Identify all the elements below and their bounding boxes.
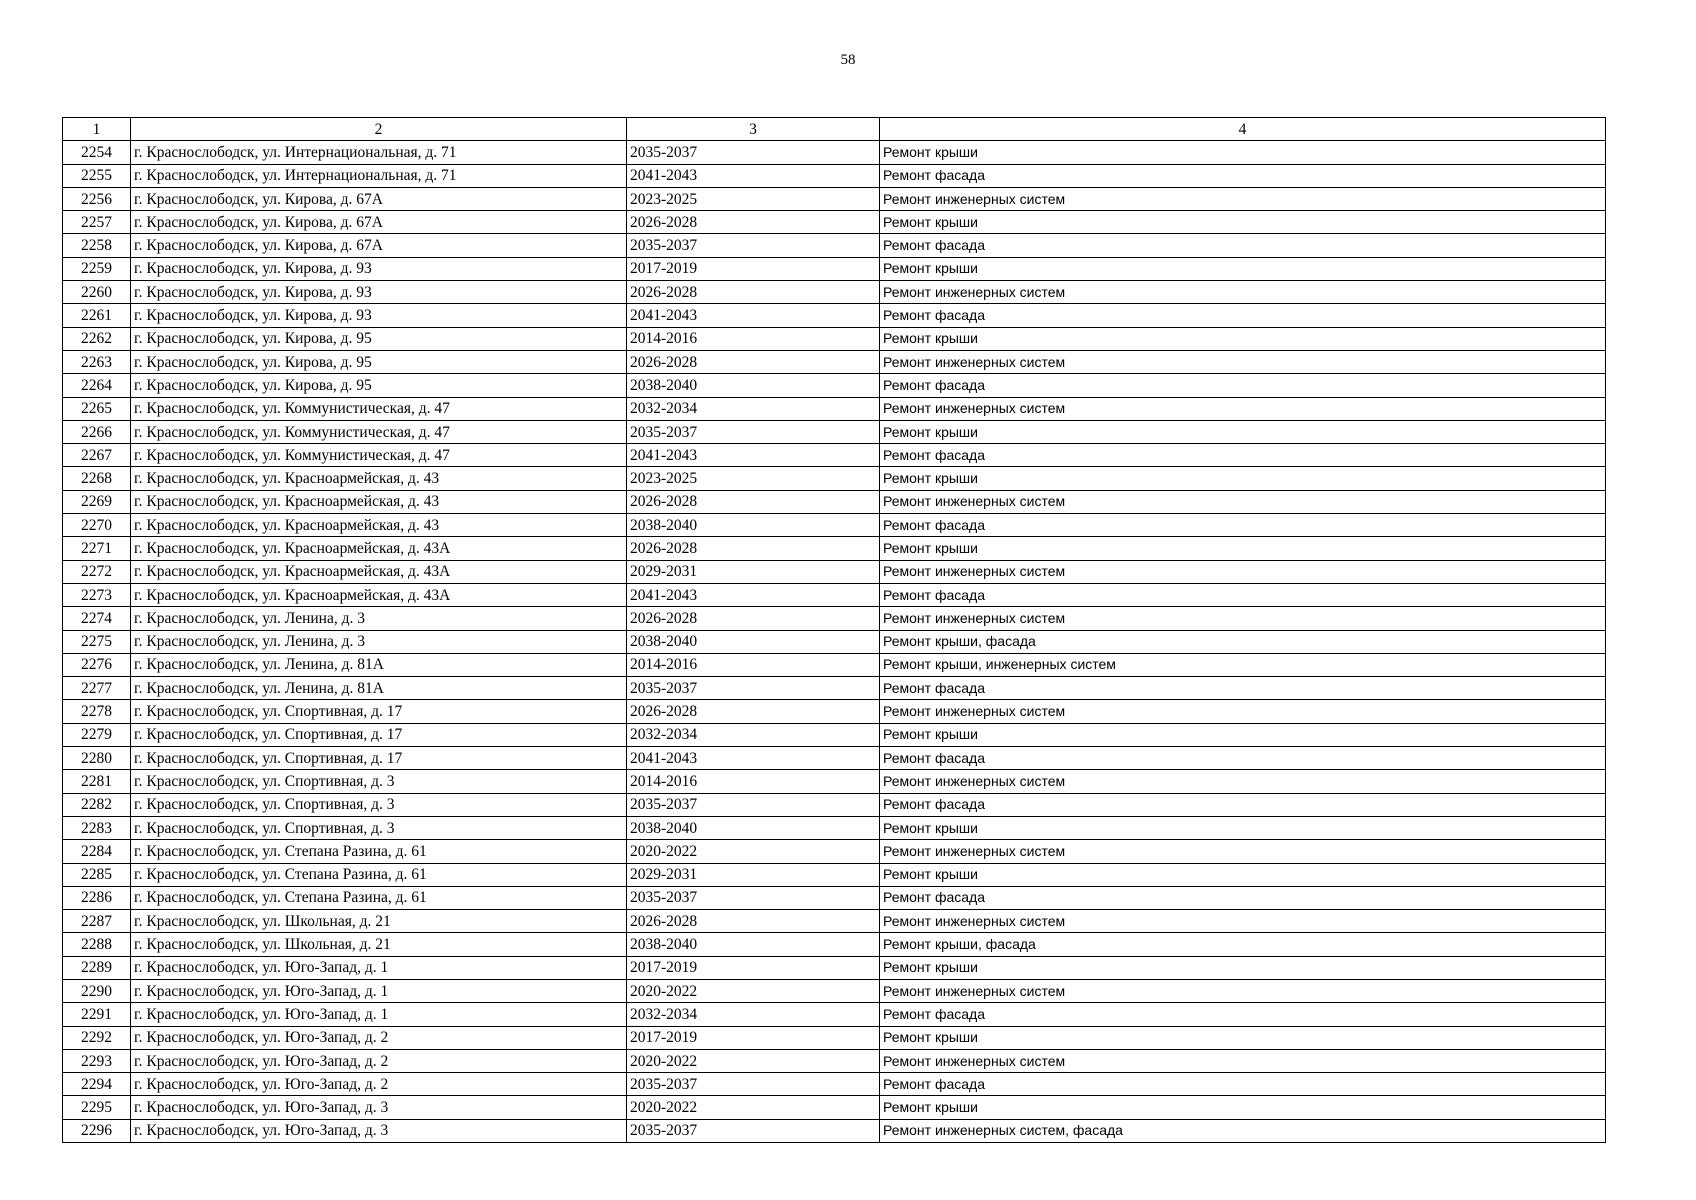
- period-cell: 2014-2016: [627, 653, 880, 676]
- address-cell: г. Краснослободск, ул. Кирова, д. 67А: [131, 211, 627, 234]
- row-number: 2270: [63, 514, 131, 537]
- work-type-cell: Ремонт инженерных систем: [880, 700, 1606, 723]
- work-type-cell: Ремонт крыши: [880, 141, 1606, 164]
- address-cell: г. Краснослободск, ул. Кирова, д. 93: [131, 281, 627, 304]
- table-row: [63, 420, 1606, 443]
- row-number: 2261: [63, 304, 131, 327]
- table-row: [63, 933, 1606, 956]
- row-number: 2281: [63, 770, 131, 793]
- address-cell: г. Краснослободск, ул. Красноармейская, д. 43А: [131, 537, 627, 560]
- address-cell: г. Краснослободск, ул. Юго-Запад, д. 2: [131, 1073, 627, 1096]
- row-number: 2271: [63, 537, 131, 560]
- period-cell: 2026-2028: [627, 350, 880, 373]
- row-number: 2273: [63, 583, 131, 606]
- address-cell: г. Краснослободск, ул. Красноармейская, д. 43: [131, 490, 627, 513]
- address-cell: г. Краснослободск, ул. Юго-Запад, д. 1: [131, 1003, 627, 1026]
- row-number: 2285: [63, 863, 131, 886]
- table-row: [63, 1073, 1606, 1096]
- table-row: [63, 187, 1606, 210]
- period-cell: 2035-2037: [627, 1119, 880, 1142]
- period-cell: 2032-2034: [627, 723, 880, 746]
- address-cell: г. Краснослободск, ул. Спортивная, д. 17: [131, 747, 627, 770]
- period-cell: 2035-2037: [627, 234, 880, 257]
- column-header-1: 1: [63, 118, 131, 141]
- table-row: [63, 653, 1606, 676]
- table-row: [63, 537, 1606, 560]
- work-type-cell: Ремонт фасада: [880, 304, 1606, 327]
- work-type-cell: Ремонт инженерных систем: [880, 910, 1606, 933]
- row-number: 2269: [63, 490, 131, 513]
- row-number: 2272: [63, 560, 131, 583]
- period-cell: 2038-2040: [627, 816, 880, 839]
- repair-schedule-table: [62, 117, 1606, 1143]
- row-number: 2263: [63, 350, 131, 373]
- work-type-cell: Ремонт фасада: [880, 886, 1606, 909]
- period-cell: 2035-2037: [627, 420, 880, 443]
- row-number: 2255: [63, 164, 131, 187]
- table-row: [63, 956, 1606, 979]
- work-type-cell: Ремонт фасада: [880, 374, 1606, 397]
- work-type-cell: Ремонт крыши: [880, 863, 1606, 886]
- address-cell: г. Краснослободск, ул. Спортивная, д. 3: [131, 793, 627, 816]
- work-type-cell: Ремонт крыши, инженерных систем: [880, 653, 1606, 676]
- table-row: [63, 1049, 1606, 1072]
- row-number: 2280: [63, 747, 131, 770]
- row-number: 2292: [63, 1026, 131, 1049]
- work-type-cell: Ремонт крыши: [880, 327, 1606, 350]
- address-cell: г. Краснослободск, ул. Коммунистическая, д. 47: [131, 397, 627, 420]
- address-cell: г. Краснослободск, ул. Спортивная, д. 3: [131, 770, 627, 793]
- period-cell: 2014-2016: [627, 327, 880, 350]
- work-type-cell: Ремонт крыши: [880, 420, 1606, 443]
- work-type-cell: Ремонт крыши, фасада: [880, 933, 1606, 956]
- table-row: [63, 350, 1606, 373]
- address-cell: г. Краснослободск, ул. Коммунистическая, д. 47: [131, 444, 627, 467]
- work-type-cell: Ремонт крыши: [880, 1026, 1606, 1049]
- table-row: [63, 700, 1606, 723]
- table-row: [63, 374, 1606, 397]
- work-type-cell: Ремонт крыши: [880, 537, 1606, 560]
- address-cell: г. Краснослободск, ул. Кирова, д. 95: [131, 374, 627, 397]
- row-number: 2265: [63, 397, 131, 420]
- work-type-cell: Ремонт крыши: [880, 257, 1606, 280]
- work-type-cell: Ремонт крыши, фасада: [880, 630, 1606, 653]
- address-cell: г. Краснослободск, ул. Красноармейская, д. 43А: [131, 583, 627, 606]
- period-cell: 2014-2016: [627, 770, 880, 793]
- address-cell: г. Краснослободск, ул. Юго-Запад, д. 1: [131, 979, 627, 1002]
- period-cell: 2017-2019: [627, 257, 880, 280]
- work-type-cell: Ремонт инженерных систем: [880, 397, 1606, 420]
- table-row: [63, 1096, 1606, 1119]
- row-number: 2260: [63, 281, 131, 304]
- work-type-cell: Ремонт фасада: [880, 234, 1606, 257]
- period-cell: 2020-2022: [627, 840, 880, 863]
- row-number: 2275: [63, 630, 131, 653]
- row-number: 2291: [63, 1003, 131, 1026]
- table-row: [63, 886, 1606, 909]
- address-cell: г. Краснослободск, ул. Степана Разина, д. 61: [131, 840, 627, 863]
- period-cell: 2029-2031: [627, 863, 880, 886]
- period-cell: 2041-2043: [627, 444, 880, 467]
- table-row: [63, 327, 1606, 350]
- row-number: 2256: [63, 187, 131, 210]
- table-header: [63, 118, 1606, 141]
- address-cell: г. Краснослободск, ул. Юго-Запад, д. 2: [131, 1026, 627, 1049]
- address-cell: г. Краснослободск, ул. Ленина, д. 3: [131, 630, 627, 653]
- work-type-cell: Ремонт инженерных систем: [880, 607, 1606, 630]
- work-type-cell: Ремонт фасада: [880, 444, 1606, 467]
- work-type-cell: Ремонт инженерных систем: [880, 1049, 1606, 1072]
- work-type-cell: Ремонт инженерных систем: [880, 979, 1606, 1002]
- address-cell: г. Краснослободск, ул. Спортивная, д. 17: [131, 723, 627, 746]
- work-type-cell: Ремонт фасада: [880, 514, 1606, 537]
- address-cell: г. Краснослободск, ул. Кирова, д. 93: [131, 304, 627, 327]
- row-number: 2288: [63, 933, 131, 956]
- row-number: 2296: [63, 1119, 131, 1142]
- address-cell: г. Краснослободск, ул. Красноармейская, д. 43: [131, 467, 627, 490]
- row-number: 2257: [63, 211, 131, 234]
- row-number: 2267: [63, 444, 131, 467]
- period-cell: 2035-2037: [627, 793, 880, 816]
- row-number: 2262: [63, 327, 131, 350]
- work-type-cell: Ремонт крыши: [880, 816, 1606, 839]
- work-type-cell: Ремонт инженерных систем: [880, 187, 1606, 210]
- work-type-cell: Ремонт фасада: [880, 747, 1606, 770]
- table-body: [63, 141, 1606, 1143]
- address-cell: г. Краснослободск, ул. Степана Разина, д. 61: [131, 863, 627, 886]
- period-cell: 2026-2028: [627, 537, 880, 560]
- table-row: [63, 211, 1606, 234]
- work-type-cell: Ремонт инженерных систем: [880, 350, 1606, 373]
- work-type-cell: Ремонт фасада: [880, 793, 1606, 816]
- table-row: [63, 281, 1606, 304]
- address-cell: г. Краснослободск, ул. Юго-Запад, д. 3: [131, 1119, 627, 1142]
- row-number: 2289: [63, 956, 131, 979]
- work-type-cell: Ремонт крыши: [880, 467, 1606, 490]
- address-cell: г. Краснослободск, ул. Красноармейская, д. 43А: [131, 560, 627, 583]
- row-number: 2279: [63, 723, 131, 746]
- address-cell: г. Краснослободск, ул. Кирова, д. 95: [131, 350, 627, 373]
- table-row: [63, 1026, 1606, 1049]
- work-type-cell: Ремонт инженерных систем: [880, 770, 1606, 793]
- table-row: [63, 840, 1606, 863]
- table-row: [63, 770, 1606, 793]
- address-cell: г. Краснослободск, ул. Красноармейская, д. 43: [131, 514, 627, 537]
- work-type-cell: Ремонт крыши: [880, 211, 1606, 234]
- period-cell: 2038-2040: [627, 374, 880, 397]
- table-row: [63, 677, 1606, 700]
- page-number: 58: [840, 52, 856, 68]
- address-cell: г. Краснослободск, ул. Степана Разина, д. 61: [131, 886, 627, 909]
- column-header-2: 2: [131, 118, 627, 141]
- period-cell: 2017-2019: [627, 956, 880, 979]
- address-cell: г. Краснослободск, ул. Юго-Запад, д. 1: [131, 956, 627, 979]
- column-header-4: 4: [880, 118, 1606, 141]
- row-number: 2286: [63, 886, 131, 909]
- address-cell: г. Краснослободск, ул. Интернациональная, д. 71: [131, 141, 627, 164]
- work-type-cell: Ремонт фасада: [880, 1073, 1606, 1096]
- address-cell: г. Краснослободск, ул. Кирова, д. 95: [131, 327, 627, 350]
- address-cell: г. Краснослободск, ул. Кирова, д. 67А: [131, 187, 627, 210]
- period-cell: 2026-2028: [627, 910, 880, 933]
- table-row: [63, 607, 1606, 630]
- table-row: [63, 793, 1606, 816]
- work-type-cell: Ремонт фасада: [880, 164, 1606, 187]
- work-type-cell: Ремонт инженерных систем: [880, 281, 1606, 304]
- address-cell: г. Краснослободск, ул. Юго-Запад, д. 3: [131, 1096, 627, 1119]
- work-type-cell: Ремонт инженерных систем, фасада: [880, 1119, 1606, 1142]
- row-number: 2293: [63, 1049, 131, 1072]
- row-number: 2259: [63, 257, 131, 280]
- period-cell: 2023-2025: [627, 467, 880, 490]
- address-cell: г. Краснослободск, ул. Школьная, д. 21: [131, 910, 627, 933]
- row-number: 2264: [63, 374, 131, 397]
- table-row: [63, 444, 1606, 467]
- period-cell: 2026-2028: [627, 490, 880, 513]
- address-cell: г. Краснослободск, ул. Кирова, д. 67А: [131, 234, 627, 257]
- period-cell: 2035-2037: [627, 141, 880, 164]
- row-number: 2268: [63, 467, 131, 490]
- address-cell: г. Краснослободск, ул. Ленина, д. 3: [131, 607, 627, 630]
- address-cell: г. Краснослободск, ул. Школьная, д. 21: [131, 933, 627, 956]
- work-type-cell: Ремонт фасада: [880, 677, 1606, 700]
- period-cell: 2035-2037: [627, 886, 880, 909]
- table-row: [63, 863, 1606, 886]
- work-type-cell: Ремонт инженерных систем: [880, 490, 1606, 513]
- period-cell: 2038-2040: [627, 933, 880, 956]
- table-row: [63, 490, 1606, 513]
- row-number: 2274: [63, 607, 131, 630]
- period-cell: 2020-2022: [627, 979, 880, 1002]
- address-cell: г. Краснослободск, ул. Ленина, д. 81А: [131, 677, 627, 700]
- table-row: [63, 816, 1606, 839]
- table-row: [63, 1119, 1606, 1142]
- table-row: [63, 514, 1606, 537]
- column-header-3: 3: [627, 118, 880, 141]
- work-type-cell: Ремонт крыши: [880, 956, 1606, 979]
- table-row: [63, 164, 1606, 187]
- address-cell: г. Краснослободск, ул. Коммунистическая, д. 47: [131, 420, 627, 443]
- work-type-cell: Ремонт крыши: [880, 723, 1606, 746]
- row-number: 2284: [63, 840, 131, 863]
- table-row: [63, 910, 1606, 933]
- row-number: 2276: [63, 653, 131, 676]
- period-cell: 2020-2022: [627, 1049, 880, 1072]
- period-cell: 2026-2028: [627, 607, 880, 630]
- work-type-cell: Ремонт фасада: [880, 583, 1606, 606]
- period-cell: 2020-2022: [627, 1096, 880, 1119]
- work-type-cell: Ремонт инженерных систем: [880, 560, 1606, 583]
- row-number: 2282: [63, 793, 131, 816]
- table-row: [63, 234, 1606, 257]
- table-row: [63, 630, 1606, 653]
- row-number: 2290: [63, 979, 131, 1002]
- period-cell: 2041-2043: [627, 164, 880, 187]
- row-number: 2295: [63, 1096, 131, 1119]
- address-cell: г. Краснослободск, ул. Кирова, д. 93: [131, 257, 627, 280]
- row-number: 2254: [63, 141, 131, 164]
- header-row: [63, 118, 1606, 141]
- table-row: [63, 747, 1606, 770]
- period-cell: 2035-2037: [627, 677, 880, 700]
- table-row: [63, 257, 1606, 280]
- table-row: [63, 723, 1606, 746]
- period-cell: 2041-2043: [627, 583, 880, 606]
- table-row: [63, 583, 1606, 606]
- table-row: [63, 979, 1606, 1002]
- table-row: [63, 1003, 1606, 1026]
- address-cell: г. Краснослободск, ул. Спортивная, д. 17: [131, 700, 627, 723]
- row-number: 2266: [63, 420, 131, 443]
- period-cell: 2041-2043: [627, 304, 880, 327]
- work-type-cell: Ремонт инженерных систем: [880, 840, 1606, 863]
- period-cell: 2023-2025: [627, 187, 880, 210]
- period-cell: 2038-2040: [627, 514, 880, 537]
- row-number: 2287: [63, 910, 131, 933]
- table-row: [63, 467, 1606, 490]
- period-cell: 2029-2031: [627, 560, 880, 583]
- period-cell: 2026-2028: [627, 700, 880, 723]
- row-number: 2294: [63, 1073, 131, 1096]
- address-cell: г. Краснослободск, ул. Юго-Запад, д. 2: [131, 1049, 627, 1072]
- period-cell: 2041-2043: [627, 747, 880, 770]
- table-row: [63, 304, 1606, 327]
- period-cell: 2038-2040: [627, 630, 880, 653]
- table-row: [63, 141, 1606, 164]
- period-cell: 2032-2034: [627, 1003, 880, 1026]
- row-number: 2278: [63, 700, 131, 723]
- address-cell: г. Краснослободск, ул. Спортивная, д. 3: [131, 816, 627, 839]
- work-type-cell: Ремонт крыши: [880, 1096, 1606, 1119]
- period-cell: 2017-2019: [627, 1026, 880, 1049]
- period-cell: 2026-2028: [627, 281, 880, 304]
- row-number: 2283: [63, 816, 131, 839]
- work-type-cell: Ремонт фасада: [880, 1003, 1606, 1026]
- address-cell: г. Краснослободск, ул. Интернациональная, д. 71: [131, 164, 627, 187]
- row-number: 2258: [63, 234, 131, 257]
- period-cell: 2035-2037: [627, 1073, 880, 1096]
- period-cell: 2032-2034: [627, 397, 880, 420]
- table-row: [63, 397, 1606, 420]
- period-cell: 2026-2028: [627, 211, 880, 234]
- table-row: [63, 560, 1606, 583]
- row-number: 2277: [63, 677, 131, 700]
- address-cell: г. Краснослободск, ул. Ленина, д. 81А: [131, 653, 627, 676]
